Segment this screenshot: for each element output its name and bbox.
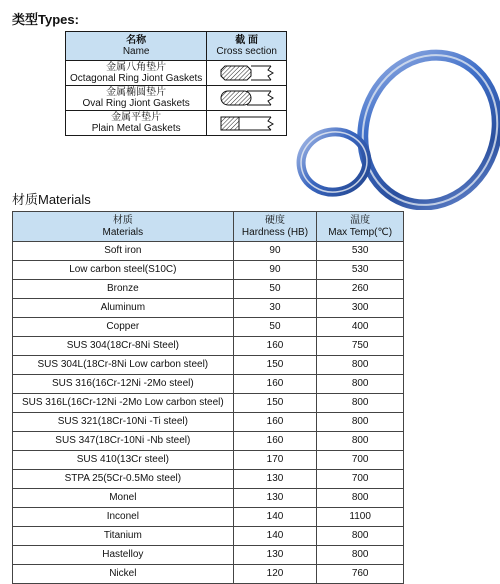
types-row-section	[207, 61, 287, 86]
material-cell: Low carbon steel(S10C)	[13, 261, 234, 280]
material-cell: SUS 347(18Cr-10Ni -Nb steel)	[13, 432, 234, 451]
hardness-cell: 30	[233, 299, 317, 318]
table-row	[13, 546, 404, 565]
material-cell: SUS 304L(18Cr-8Ni Low carbon steel)	[13, 356, 234, 375]
types-header-section	[207, 32, 287, 61]
max-temp-cell: 800	[317, 413, 404, 432]
max-temp-cell: 800	[317, 394, 404, 413]
large-ring	[342, 36, 500, 210]
materials-header-temp	[317, 212, 404, 242]
hardness-cell: 90	[233, 242, 317, 261]
oval-section-icon	[217, 88, 277, 108]
max-temp-cell: 260	[317, 280, 404, 299]
materials-header-hardness-cn: 硬度	[264, 214, 285, 226]
table-row	[13, 261, 404, 280]
materials-header-temp-en: Max Temp(℃)	[328, 226, 393, 238]
hardness-cell: 160	[233, 413, 317, 432]
material-cell: SUS 316(16Cr-12Ni -2Mo steel)	[13, 375, 234, 394]
max-temp-cell: 400	[317, 318, 404, 337]
max-temp-cell: 800	[317, 432, 404, 451]
max-temp-cell: 300	[317, 299, 404, 318]
table-row	[13, 375, 404, 394]
hardness-cell: 130	[233, 546, 317, 565]
hardness-cell: 120	[233, 565, 317, 584]
table-row	[13, 299, 404, 318]
material-cell: STPA 25(5Cr-0.5Mo steel)	[13, 470, 234, 489]
types-heading: 类型Types:	[12, 12, 79, 27]
materials-header-hardness-en: Hardness (HB)	[241, 226, 309, 238]
material-cell: Monel	[13, 489, 234, 508]
material-cell: Bronze	[13, 280, 234, 299]
gasket-rings-illustration	[292, 30, 500, 210]
hardness-cell: 160	[233, 337, 317, 356]
table-row	[13, 280, 404, 299]
hardness-cell: 130	[233, 470, 317, 489]
table-row	[13, 565, 404, 584]
material-cell: SUS 410(13Cr steel)	[13, 451, 234, 470]
material-cell: SUS 316L(16Cr-12Ni -2Mo Low carbon steel)	[13, 394, 234, 413]
max-temp-cell: 750	[317, 337, 404, 356]
material-cell: SUS 304(18Cr-8Ni Steel)	[13, 337, 234, 356]
hardness-cell: 50	[233, 318, 317, 337]
material-cell: Hastelloy	[13, 546, 234, 565]
material-cell: Soft iron	[13, 242, 234, 261]
table-row	[13, 356, 404, 375]
types-row	[66, 86, 287, 111]
flat-section-icon	[217, 113, 277, 133]
table-row	[13, 451, 404, 470]
types-row-section	[207, 86, 287, 111]
table-row	[13, 394, 404, 413]
max-temp-cell: 800	[317, 527, 404, 546]
types-row-section	[207, 111, 287, 136]
table-row	[13, 470, 404, 489]
materials-header-material-cn: 材质	[112, 214, 133, 226]
types-row	[66, 61, 287, 86]
hardness-cell: 50	[233, 280, 317, 299]
max-temp-cell: 530	[317, 261, 404, 280]
octagonal-section-icon	[217, 63, 277, 83]
materials-header-material	[13, 212, 234, 242]
max-temp-cell: 800	[317, 489, 404, 508]
max-temp-cell: 1100	[317, 508, 404, 527]
table-row	[13, 489, 404, 508]
types-table	[65, 31, 287, 136]
types-header-name-en: Name	[122, 46, 150, 57]
hardness-cell: 140	[233, 527, 317, 546]
hardness-cell: 160	[233, 432, 317, 451]
hardness-cell: 150	[233, 394, 317, 413]
material-cell: Copper	[13, 318, 234, 337]
materials-heading: 材质Materials	[12, 192, 91, 207]
types-row-name	[66, 61, 207, 86]
types-row-cn: 金属平垫片	[111, 112, 162, 123]
max-temp-cell: 800	[317, 375, 404, 394]
max-temp-cell: 700	[317, 451, 404, 470]
types-header-name	[66, 32, 207, 61]
table-row	[13, 432, 404, 451]
types-row-cn: 金属八角垫片	[106, 62, 167, 73]
materials-table	[12, 211, 404, 584]
hardness-cell: 140	[233, 508, 317, 527]
types-row-en: Octagonal Ring Jiont Gaskets	[70, 73, 203, 84]
materials-header-material-en: Materials	[102, 226, 144, 238]
types-row-en: Oval Ring Jiont Gaskets	[82, 98, 190, 109]
materials-header-hardness	[233, 212, 317, 242]
max-temp-cell: 760	[317, 565, 404, 584]
hardness-cell: 130	[233, 489, 317, 508]
materials-header-temp-cn: 温度	[350, 214, 371, 226]
table-row	[13, 413, 404, 432]
material-cell: Titanium	[13, 527, 234, 546]
types-row-en: Plain Metal Gaskets	[91, 123, 181, 134]
max-temp-cell: 800	[317, 546, 404, 565]
hardness-cell: 150	[233, 356, 317, 375]
max-temp-cell: 530	[317, 242, 404, 261]
table-row	[13, 337, 404, 356]
types-row-name	[66, 86, 207, 111]
table-row	[13, 242, 404, 261]
table-row	[13, 508, 404, 527]
types-row-cn: 金属椭圆垫片	[106, 87, 167, 98]
types-header-name-cn: 名称	[126, 35, 147, 46]
material-cell: Nickel	[13, 565, 234, 584]
types-header-section-cn: 截 面	[235, 35, 259, 46]
max-temp-cell: 700	[317, 470, 404, 489]
hardness-cell: 170	[233, 451, 317, 470]
material-cell: Aluminum	[13, 299, 234, 318]
table-row	[13, 318, 404, 337]
material-cell: Inconel	[13, 508, 234, 527]
max-temp-cell: 800	[317, 356, 404, 375]
hardness-cell: 160	[233, 375, 317, 394]
types-row-name	[66, 111, 207, 136]
types-row	[66, 111, 287, 136]
table-row	[13, 527, 404, 546]
small-ring	[296, 127, 371, 198]
hardness-cell: 90	[233, 261, 317, 280]
types-header-section-en: Cross section	[216, 46, 277, 57]
material-cell: SUS 321(18Cr-10Ni -Ti steel)	[13, 413, 234, 432]
